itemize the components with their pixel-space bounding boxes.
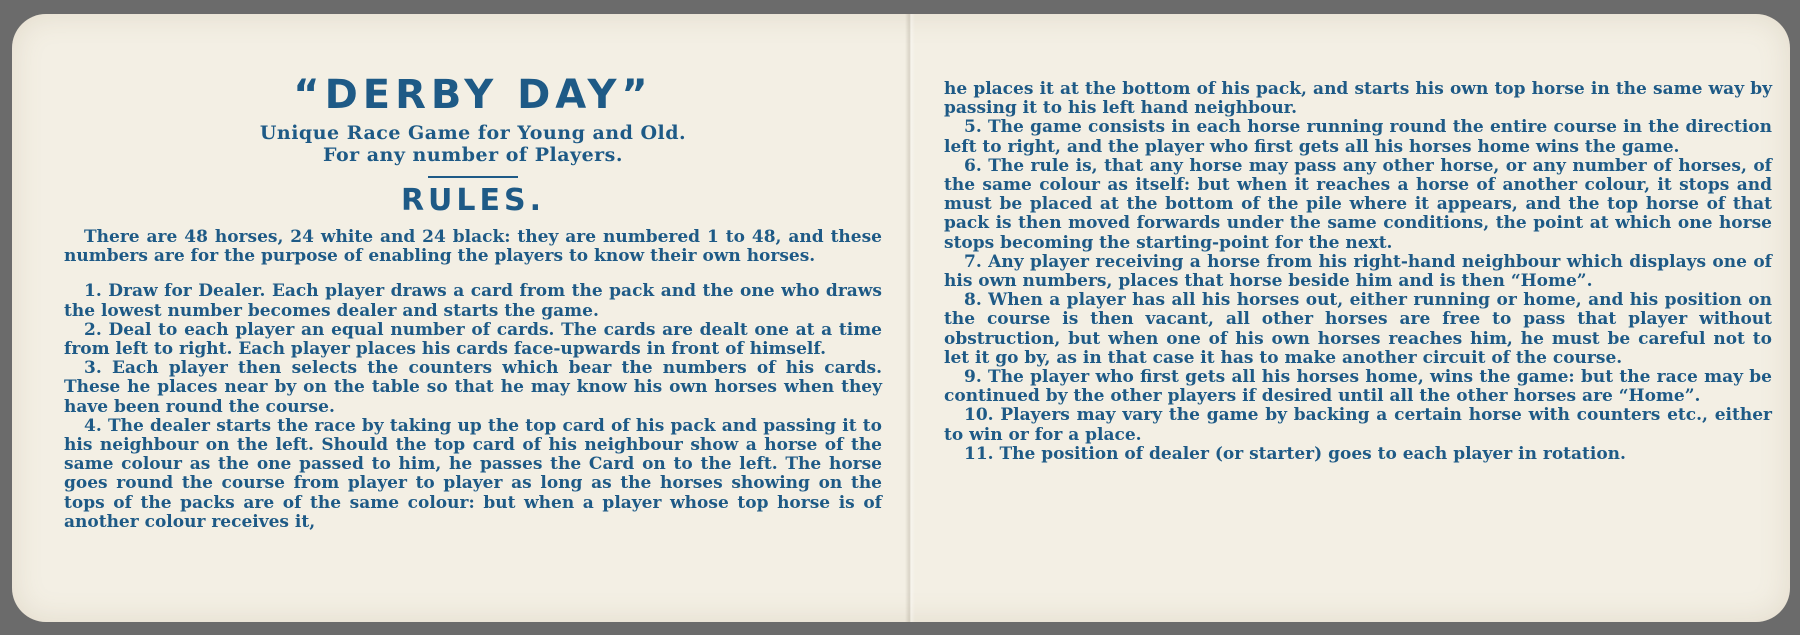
intro-paragraph: There are 48 horses, 24 white and 24 black: they are numbered 1 to 48, and these numbers are for the purpose of enabling the players to know their own horses. — [64, 227, 882, 267]
rule-10: 10. Players may vary the game by backing a certain horse with counters etc., either to win or for a place. — [944, 405, 1772, 445]
rule-8: 8. When a player has all his horses out, either running or home, and his position on the course is then vacant, all other horses are free to pass that player without obstruction, but when one of his own horses reaches him, he must be careful not to let it go by, as in that case it has to make another circuit of the course. — [944, 290, 1772, 368]
rule-11: 11. The position of dealer (or starter) goes to each player in rotation. — [964, 443, 1626, 464]
right-page — [944, 80, 1772, 464]
rules-card — [12, 14, 1790, 622]
subtitle-line-1: Unique Race Game for Young and Old. — [259, 122, 687, 144]
rule-4: 4. The dealer starts the race by taking up the top card of his pack and passing it to his neighbour on the left. Should the top card of his neighbour show a horse of the same colour as the one passed to him, he passes the Card on to the left. The horse goes round the course from player to player as long as the horses showing on the tops of the packs are of the same colour: but when a player whose top horse is of another colour receives it, — [64, 415, 882, 532]
divider — [428, 176, 518, 178]
rule-3: 3. Each player then selects the counters which bear the numbers of his cards. These he places near by on the table so that he may know his own horses when they have been round the course. — [64, 358, 882, 417]
rule-6: 6. The rule is, that any horse may pass any other horse, or any number of horses, of the same colour as itself: but when it reaches a horse of another colour, it stops and must be placed at the bottom of the pile where it appears, and the top horse of that pack is then moved forwards under the same conditions, the point at which one horse stops becoming the starting-point for the next. — [944, 155, 1772, 253]
rule-9: 9. The player who first gets all his horses home, wins the game: but the race may be continued by the other players if desired until all the other horses are “Home”. — [944, 367, 1772, 407]
subtitle-line-2: For any number of Players. — [323, 144, 623, 166]
game-title: “DERBY DAY” — [293, 72, 653, 118]
rule-1: 1. Draw for Dealer. Each player draws a card from the pack and the one who draws the lowest number becomes dealer and starts the game. — [64, 281, 882, 321]
rule-4-continuation: he places it at the bottom of his pack, and starts his own top horse in the same way by passing it to his left hand neighbour. — [944, 79, 1772, 119]
rules-heading: RULES. — [400, 183, 546, 218]
rule-7: 7. Any player receiving a horse from his right-hand neighbour which displays one of his own numbers, places that horse beside him and is then “Home”. — [944, 251, 1772, 292]
card-fold — [905, 14, 915, 622]
rule-5: 5. The game consists in each horse running round the entire course in the direction left to right, and the player who first gets all his horses home wins the game. — [944, 117, 1772, 157]
left-page — [64, 72, 882, 532]
rule-2: 2. Deal to each player an equal number of cards. The cards are dealt one at a time from left to right. Each player places his cards face-upwards in front of himself. — [64, 319, 882, 360]
